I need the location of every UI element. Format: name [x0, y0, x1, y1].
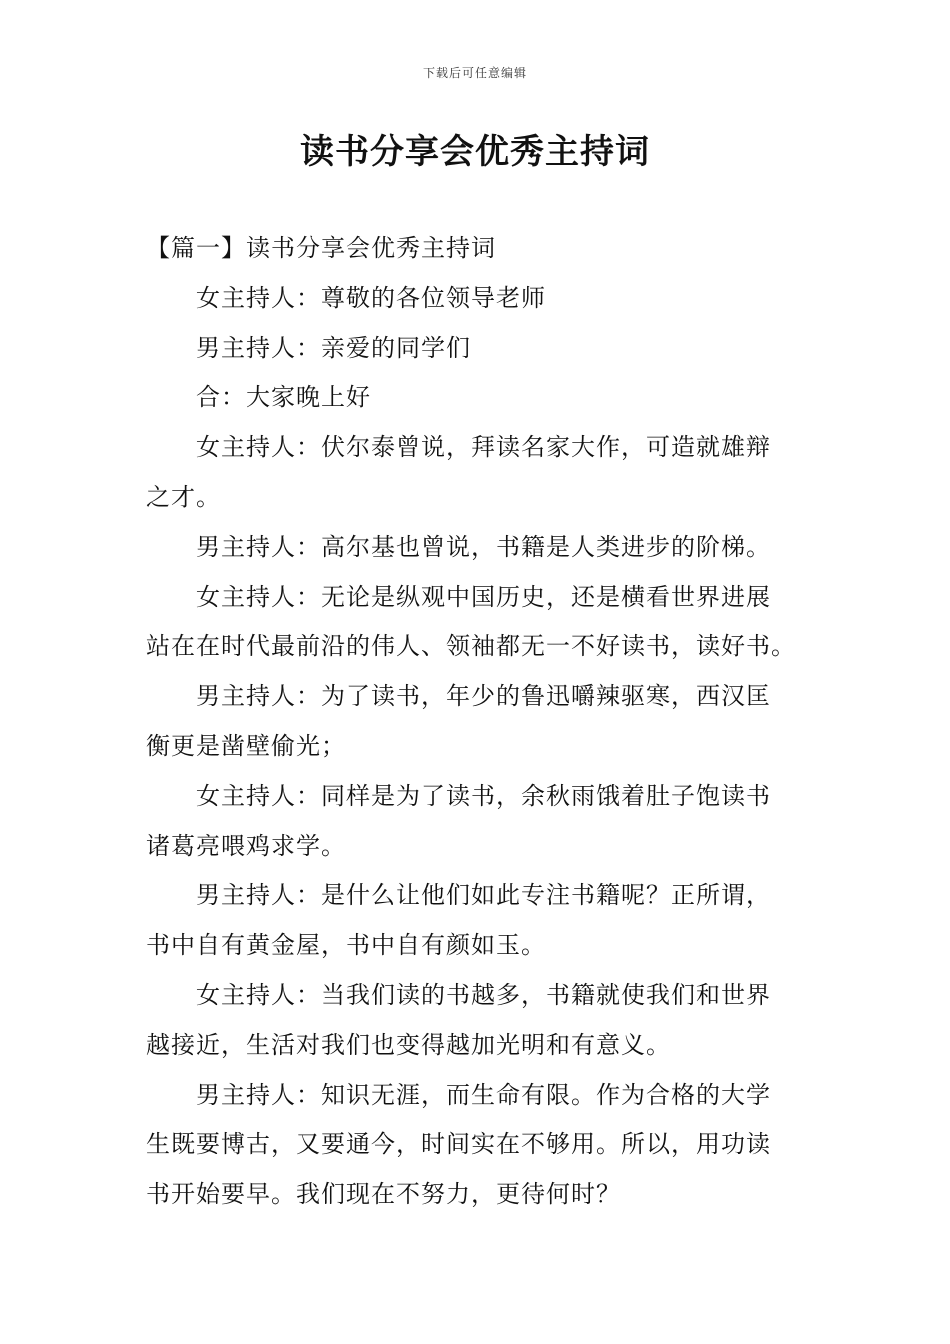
- text-line: 男主持人：亲爱的同学们: [196, 333, 471, 362]
- text-line: 越接近，生活对我们也变得越加光明和有意义。: [146, 1030, 671, 1059]
- text-line: 女主持人：无论是纵观中国历史，还是横看世界进展: [196, 582, 771, 611]
- text-line: 男主持人：是什么让他们如此专注书籍呢？正所谓，: [196, 881, 771, 910]
- text-line: 女主持人：伏尔泰曾说，拜读名家大作，可造就雄辩: [196, 433, 771, 462]
- text-line: 女主持人：当我们读的书越多，书籍就使我们和世界: [196, 980, 771, 1009]
- document-title: 读书分享会优秀主持词: [300, 132, 650, 172]
- header-note: 下载后可任意编辑: [422, 66, 527, 80]
- document-body: [146, 224, 810, 1220]
- text-line: 诸葛亮喂鸡求学。: [146, 831, 346, 860]
- text-line: 站在在时代最前沿的伟人、领袖都无一不好读书，读好书。: [146, 632, 796, 661]
- text-line: 女主持人：同样是为了读书，余秋雨饿着肚子饱读书: [196, 781, 771, 810]
- text-line: 生既要博古，又要通今，时间实在不够用。所以，用功读: [146, 1130, 771, 1159]
- text-line: 女主持人：尊敬的各位领导老师: [196, 283, 546, 312]
- text-line: 书中自有黄金屋，书中自有颜如玉。: [146, 931, 546, 960]
- text-line: 书开始要早。我们现在不努力，更待何时？: [146, 1180, 621, 1209]
- text-line: 合：大家晚上好: [196, 383, 371, 412]
- text-line: 男主持人：知识无涯，而生命有限。作为合格的大学: [196, 1080, 771, 1109]
- text-line: 【篇一】读书分享会优秀主持词: [146, 234, 496, 262]
- text-line: 衡更是凿壁偷光；: [146, 731, 346, 760]
- text-line: 男主持人：高尔基也曾说，书籍是人类进步的阶梯。: [196, 532, 771, 561]
- text-line: 之才。: [146, 482, 221, 511]
- text-line: 男主持人：为了读书，年少的鲁迅嚼辣驱寒，西汉匡: [196, 682, 771, 711]
